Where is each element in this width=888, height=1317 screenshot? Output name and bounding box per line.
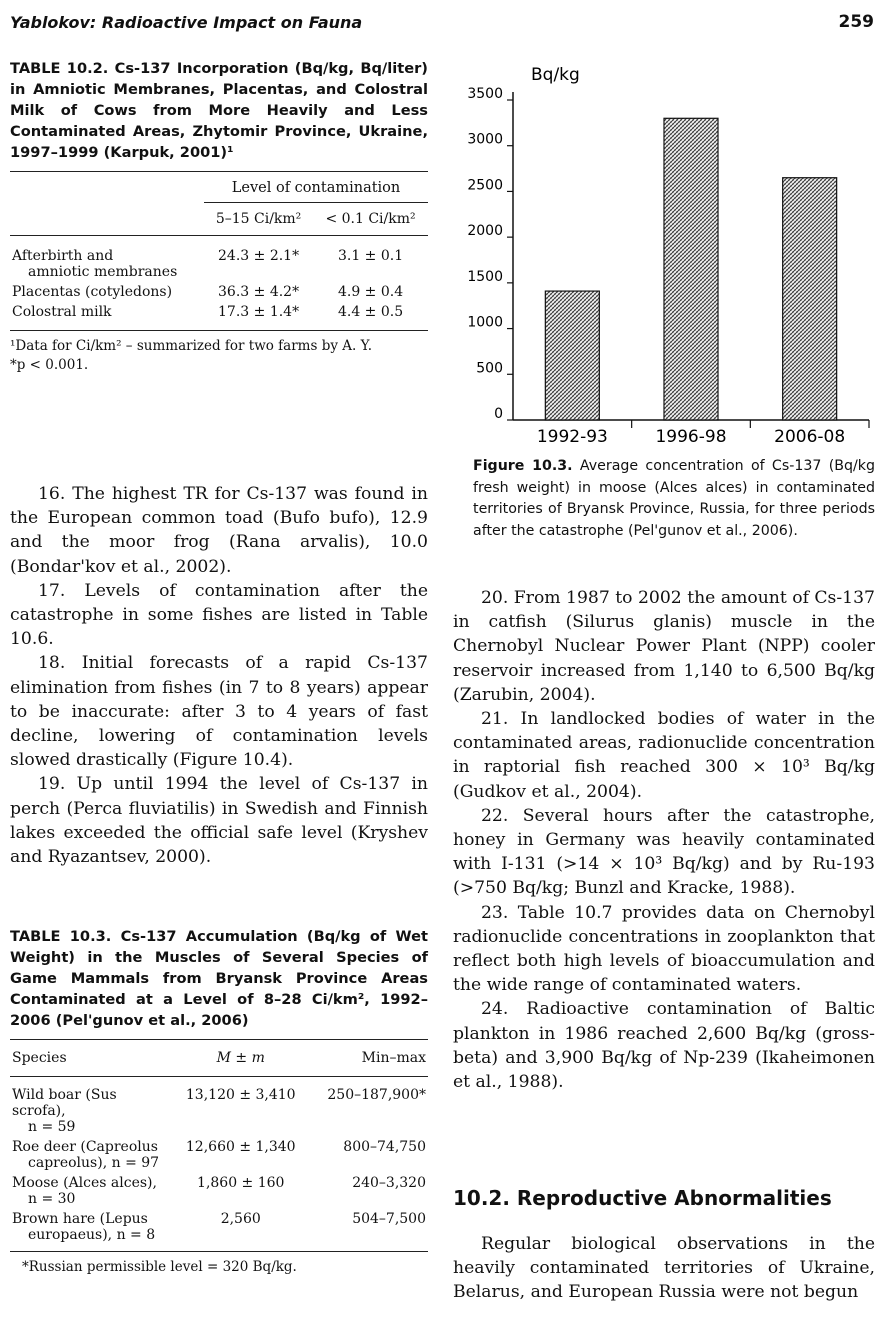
row-name-cont: amniotic membranes: [28, 264, 178, 280]
row-name: Colostral milk: [12, 304, 112, 320]
species-name-cont: europaeus), n = 8: [28, 1227, 156, 1243]
species-range: 240–3,320: [352, 1175, 426, 1191]
row-name: Afterbirth and: [12, 248, 114, 264]
running-title: Yablokov: Radioactive Impact on Fauna: [10, 12, 363, 32]
chart-bars: [545, 118, 836, 420]
paragraph-24: 24. Radioactive contamination of Baltic plankton in 1986 reached 2,600 Bq/kg (gross-beta) and 3,900 Bq/kg of Np-239 (Ikaheimonen et al., 1988).: [453, 999, 875, 1093]
x-tick-label: 1996-98: [655, 427, 727, 447]
section-10-2: [453, 1186, 875, 1305]
paragraph-22: 22. Several hours after the catastrophe, honey in Germany was heavily contaminated with I-131 (>14 × 10³ Bq/kg) and by Ru-193 (>750 Bq/kg; Bunzl and Kracke, 1988).: [453, 805, 875, 899]
bar-2006-08: [783, 178, 837, 420]
species-name-cont: capreolus), n = 97: [28, 1155, 160, 1171]
table-10-3-footnote: *Russian permissible level = 320 Bq/kg.: [22, 1259, 297, 1275]
table-10-2: [10, 58, 428, 375]
header-species: Species: [12, 1050, 67, 1066]
footnote-1: ¹Data for Ci/km² – summarized for two farms by A. Y.: [10, 338, 373, 354]
species-mean: 1,860 ± 160: [197, 1175, 285, 1191]
table-10-2-caption: [10, 58, 428, 163]
table-row: [10, 236, 428, 283]
paragraph-18: 18. Initial forecasts of a rapid Cs-137 elimination from fishes (in 7 to 8 years) appear to be inaccurate: after 3 to 4 years of fast decline, lowering of contamination levels slowed drastically (Figure 10.4).: [10, 653, 428, 771]
table-row: [10, 1077, 428, 1138]
footnote-2: *p < 0.001.: [10, 357, 89, 373]
row-name: Placentas (cotyledons): [12, 284, 173, 300]
row-value-1: 36.3 ± 4.2*: [218, 284, 300, 300]
bar-1996-98: [664, 118, 718, 420]
table-10-3-caption: [10, 926, 428, 1031]
table-10-2-footnote: [10, 337, 428, 375]
species-mean: 13,120 ± 3,410: [185, 1087, 296, 1103]
paragraph-19: 19. Up until 1994 the level of Cs-137 in perch (Perca fluviatilis) in Swedish and Finnish lakes exceeded the official safe level (Kryshev and Ryazantsev, 2000).: [10, 774, 428, 868]
bar-chart: [453, 52, 875, 450]
paragraph-21: 21. In landlocked bodies of water in the contaminated areas, radionuclide concentration in raptorial fish reached 300 × 10³ Bq/kg (Gudkov et al., 2004).: [453, 709, 875, 802]
y-tick-label: 2000: [467, 223, 503, 240]
figure-10-3: [453, 52, 875, 542]
table-row: [10, 282, 428, 302]
table-10-2-label: TABLE 10.2.: [10, 60, 109, 77]
paragraph-16: 16. The highest TR for Cs-137 was found in the European common toad (Bufo bufo), 12.9 and the moor frog (Rana arvalis), 10.0 (Bondar'kov et al., 2002).: [10, 484, 428, 577]
row-value-2: 4.4 ± 0.5: [337, 304, 404, 320]
y-tick-label: 3500: [467, 86, 503, 102]
species-name-cont: n = 30: [28, 1191, 76, 1207]
figure-10-3-caption: [453, 456, 875, 542]
y-tick-label: 0: [494, 406, 503, 422]
species-name: Roe deer (Capreolus: [12, 1139, 158, 1155]
table-10-2-caption-text: Cs-137 Incorporation (Bq/kg, Bq/liter) in Amniotic Membranes, Placentas, and Colostral Milk of Cows from More Heavily and Less Contaminated Areas, Zhytomir Province, Ukraine, 1997–1999 (Karpuk, 2001)¹: [10, 60, 428, 161]
right-body-text: [453, 586, 875, 1094]
table-row: [10, 1137, 428, 1173]
row-value-2: 3.1 ± 0.1: [337, 248, 404, 264]
figure-10-3-caption-text: Average concentration of Cs-137 (Bq/kg fresh weight) in moose (Alces alces) in contaminated territories of Bryansk Province, Russia, for three periods after the catastrophe (Pel'gunov et al., 2006).: [473, 458, 876, 539]
paragraph-23: 23. Table 10.7 provides data on Chernobyl radionuclide concentrations in zooplankton that reflect both high levels of bioaccumulation and the wide range of contaminated waters.: [453, 902, 875, 996]
table-10-2-group-header: Level of contamination: [204, 172, 428, 203]
table-10-2-col2: < 0.1 Ci/km²: [325, 211, 416, 227]
bar-1992-93: [545, 291, 599, 420]
table-10-3-label: TABLE 10.3.: [10, 928, 112, 945]
species-mean: 12,660 ± 1,340: [185, 1139, 296, 1155]
row-value-2: 4.9 ± 0.4: [337, 284, 404, 300]
table-10-3-caption-text: Cs-137 Accumulation (Bq/kg of Wet Weight) in the Muscles of Several Species of Game Mammals from Bryansk Province Areas Contaminated at a Level of 8–28 Ci/km², 1992–2006 (Pel'gunov et al., 2006): [10, 928, 428, 1029]
row-value-1: 17.3 ± 1.4*: [218, 304, 300, 320]
header-range: Min–max: [361, 1050, 426, 1066]
table-10-2-grid: [10, 171, 428, 331]
species-name: Wild boar (Sus scrofa),: [12, 1087, 117, 1119]
table-row: [10, 302, 428, 331]
x-tick-label: 2006-08: [774, 427, 846, 447]
running-header: [10, 8, 874, 36]
species-name: Brown hare (Lepus: [12, 1211, 148, 1227]
table-10-3-grid: [10, 1039, 428, 1252]
x-ticks: [537, 420, 869, 447]
y-tick-label: 500: [476, 360, 503, 377]
table-10-3: [10, 926, 428, 1277]
y-tick-label: 1000: [467, 314, 503, 331]
x-tick-label: 1992-93: [536, 427, 608, 447]
y-tick-label: 3000: [467, 131, 503, 148]
species-range: 504–7,500: [352, 1211, 426, 1227]
paragraph-17: 17. Levels of contamination after the catastrophe in some fishes are listed in Table 10.6.: [10, 580, 428, 650]
page-number: 259: [838, 12, 874, 32]
y-ticks: [467, 86, 513, 422]
table-10-2-col1: 5–15 Ci/km²: [215, 211, 302, 227]
species-range: 250–187,900*: [327, 1087, 426, 1103]
section-heading: 10.2. Reproductive Abnormalities: [453, 1186, 832, 1210]
paragraph-20: 20. From 1987 to 2002 the amount of Cs-137 in catfish (Silurus glanis) muscle in the Chernobyl Nuclear Power Plant (NPP) cooler reservoir increased from 1,140 to 6,500 Bq/kg (Zarubin, 2004).: [453, 588, 875, 705]
section-intro: Regular biological observations in the heavily contaminated territories of Ukraine, Belarus, and European Russia were not begun: [453, 1234, 875, 1303]
y-tick-label: 2500: [467, 177, 503, 194]
figure-10-3-label: Figure 10.3.: [473, 458, 573, 474]
row-value-1: 24.3 ± 2.1*: [218, 248, 300, 264]
left-body-text: [10, 482, 428, 869]
species-name-cont: n = 59: [28, 1119, 76, 1135]
table-row: [10, 1209, 428, 1252]
table-row: [10, 1173, 428, 1209]
species-name: Moose (Alces alces),: [12, 1175, 157, 1191]
y-axis-label: Bq/kg: [531, 65, 580, 85]
header-mean: M ± m: [216, 1050, 265, 1066]
species-mean: 2,560: [220, 1211, 261, 1227]
y-tick-label: 1500: [467, 268, 503, 285]
species-range: 800–74,750: [343, 1139, 426, 1155]
